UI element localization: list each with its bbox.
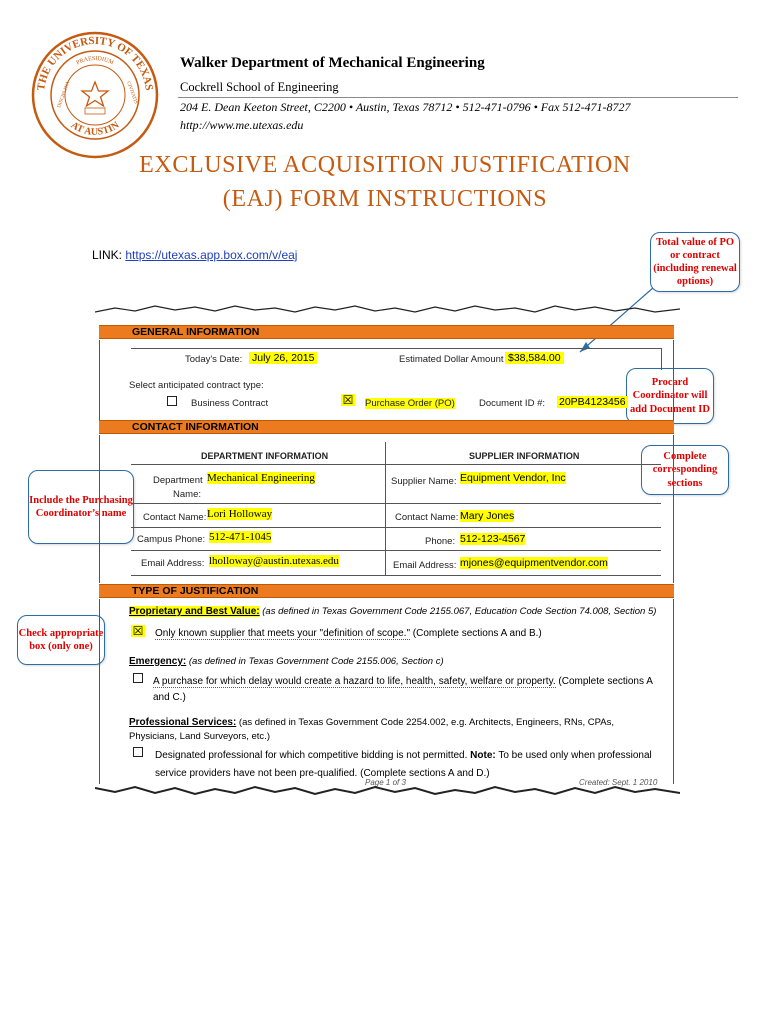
proprietary-sections: (Complete sections A and B.) [412,628,542,639]
campus-phone-label: Campus Phone: [137,534,206,545]
department-name: Walker Department of Mechanical Engineering [180,55,485,71]
proprietary-option-row [155,628,542,639]
emergency-checkbox[interactable] [133,673,143,683]
proprietary-option: Only known supplier that meets your "definition of scope." [155,628,411,639]
contact-name-value[interactable]: Lori Holloway [207,508,273,520]
dept-name-value[interactable]: Mechanical Engineering [207,472,315,484]
callout-purchasing-coordinator: Include the Purchasing Coordinator’s name [28,470,134,544]
contact-name-label: Contact Name: [143,512,207,523]
document-id-value[interactable]: 20PB4123456 [559,396,626,408]
seal-text-inner: PRAESIDIUM [75,55,115,67]
callout-total-value: Total value of PO or contract (including renewal options) [650,232,740,292]
department-url[interactable]: http://www.me.utexas.edu [180,118,304,132]
seal-text-left: DISCIPLINA [57,80,72,109]
seal-text-right: CIVITATIS [125,80,138,105]
contract-type-label: Select anticipated contract type: [129,380,264,391]
professional-definition: (as defined in Texas Government Code 2254.002, e.g. Architects, Engineers, RNs, CPAs, Physicians, Land Surveyors, etc.) [129,717,615,742]
section-contact-information: CONTACT INFORMATION [99,420,674,434]
seal-text-bottom: AT AUSTIN [68,119,122,138]
supplier-email-label: Email Address: [393,560,457,571]
proprietary-row [129,606,669,617]
po-checkbox-checked[interactable]: ☒ [342,393,354,407]
proprietary-title: Proprietary and Best Value: [129,606,260,617]
emergency-row [129,656,669,667]
page-number: Page 1 of 3 [365,778,406,787]
header-divider [178,97,738,98]
professional-checkbox[interactable] [133,747,143,757]
supplier-name-value[interactable]: Equipment Vendor, Inc [460,472,566,484]
emergency-definition: (as defined in Texas Government Code 2155.006, Section c) [188,656,444,667]
email-label: Email Address: [141,558,205,569]
callout-check-box: Check appropriate box (only one) [17,615,105,665]
torn-edge-bottom [95,782,680,798]
professional-note: To be used only when professional service providers have not been pre-qualified. (Complete sections A and D.) [155,750,652,779]
torn-edge-top [95,302,680,316]
email-value[interactable]: lholloway@austin.utexas.edu [209,555,339,567]
supplier-phone-label: Phone: [425,536,456,547]
form-snapshot [95,314,680,787]
department-address: 204 E. Dean Keeton Street, C2200 • Austin, Texas 78712 • 512-471-0796 • Fax 512-471-8727 [180,100,631,114]
business-contract-label: Business Contract [191,398,269,409]
emergency-option: A purchase for which delay would create a hazard to life, health, safety, welfare or property. [153,676,556,687]
dept-info-heading: DEPARTMENT INFORMATION [201,451,329,461]
university-seal-logo [30,30,160,160]
document-id-label: Document ID #: [479,398,545,409]
proprietary-definition: (as defined in Texas Government Code 2155.067, Education Code Section 74.008, Section 5) [262,606,657,617]
campus-phone-value[interactable]: 512-471-1045 [209,531,272,543]
school-name: Cockrell School of Engineering [180,80,339,94]
page-title-line2: (EAJ) FORM INSTRUCTIONS [222,186,548,212]
professional-option: Designated professional for which competitive bidding is not permitted. [155,750,468,761]
amount-value[interactable]: $38,584.00 [505,352,564,364]
po-label: Purchase Order (PO) [365,398,455,409]
date-value[interactable]: July 26, 2015 [249,352,317,364]
callout-procard: Procard Coordinator will add Document ID [626,368,714,424]
link-label: LINK: [92,248,126,262]
supplier-name-label: Supplier Name: [391,476,457,487]
link-row [92,248,297,262]
amount-label: Estimated Dollar Amount [399,354,504,365]
business-contract-checkbox[interactable] [167,396,177,406]
professional-row [129,716,664,744]
seal-text-top: THE UNIVERSITY OF TEXAS [35,34,155,92]
section-type-of-justification: TYPE OF JUSTIFICATION [99,584,674,598]
professional-title: Professional Services: [129,717,237,728]
emergency-option-row [153,674,653,706]
supplier-contact-value[interactable]: Mary Jones [460,510,515,522]
callout-complete-sections: Complete corresponding sections [641,445,729,495]
form-created-date: Created: Sept. 1 2010 [579,778,658,787]
supplier-email-value[interactable]: mjones@equipmentvendor.com [460,557,608,569]
professional-note-label: Note: [470,750,496,761]
proprietary-checkbox-checked[interactable]: ☒ [132,624,144,638]
page-title-line1: EXCLUSIVE ACQUISITION JUSTIFICATION [139,152,631,178]
supplier-info-heading: SUPPLIER INFORMATION [469,451,580,461]
supplier-contact-label: Contact Name: [395,512,459,523]
supplier-phone-value[interactable]: 512-123-4567 [460,533,526,545]
date-label: Today's Date: [185,354,243,365]
section-general-information: GENERAL INFORMATION [99,325,674,339]
emergency-title: Emergency: [129,656,187,667]
eaj-form-link[interactable]: https://utexas.app.box.com/v/eaj [125,248,298,262]
dept-name-label: Department Name: [153,475,203,500]
emergency-sections: (Complete sections A and C.) [153,676,653,703]
